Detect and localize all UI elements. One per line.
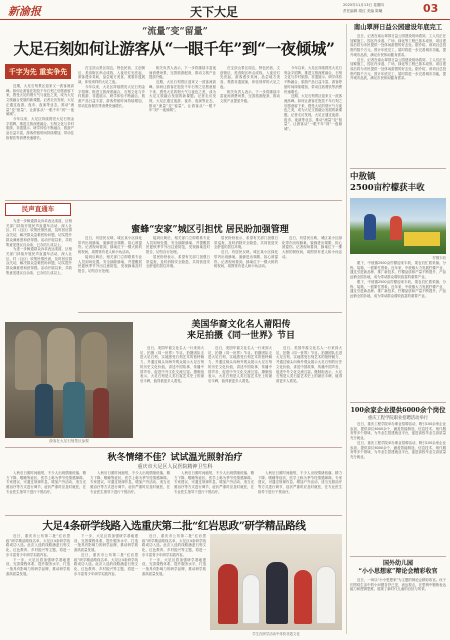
- right-paragraph: 近日，一场以“小小思想家”为主题的辩论会精彩收官。孩子们围绕生活中的小问题各抒己见，表达观点，在思辨中锻炼表达能力和逻辑思维，展现了新时代儿童的自信与风采。: [350, 578, 446, 592]
- story-paragraph: 近日，重庆市公布第二批“红岩思政”研学精品路线名单，大足区4条研学线路成功入选。此次入选的线路涵盖石刻文化、红色教育、乡村振兴等主题，将进一步丰富青少年研学实践内容。: [74, 552, 138, 576]
- lead-paragraph: 今年以来，大足区持续擦亮大足石刻金字招牌，推进文旅深度融合，石刻文化与乡村旅游、非遗展示、研学体验不断融合，旅游产品日益丰富，游客停留时间持续增加，带动住宿餐饮等消费快速增长。: [284, 66, 342, 94]
- story-2-col-4: [282, 236, 342, 310]
- story-paragraph: 下一步，大足区将加强研学基地建设，完善课程体系，提升服务水平，打造一批具有影响力的研学品牌，推动研学旅游高质量发展。: [6, 557, 70, 576]
- right-headline-3: 100余家企业提供6000余个岗位: [350, 406, 446, 414]
- lead-paragraph: 今年以来，大足区持续擦亮大足石刻金字招牌，推进文旅深度融合，石刻文化与乡村旅游、非遗展示、研学体验不断融合，旅游产品日益丰富，游客停留时间持续增加，带动住宿餐饮等消费快速增长。: [78, 84, 145, 108]
- right-paragraph: 近日，重庆工程学院举办职业招聘活动，吸引100余家企业参加，提供岗位6000余个，涵盖智能制造、信息技术、现代服务等多个领域，为毕业生搭建就业平台，促进高校毕业生高质量充分就业。: [350, 422, 446, 441]
- lead-headline: 大足石刻如何让游客从“一眼千年”到“一夜倾城”: [13, 39, 335, 58]
- student-figure: [294, 570, 312, 624]
- photo-4-caption: 学生在研学活动中体验非遗文化: [252, 632, 300, 636]
- statue: [81, 332, 107, 390]
- story-4-col-2: [90, 471, 170, 513]
- divider: [78, 312, 342, 313]
- right-paragraph: 近日，记者在南山翠屏日益公园建设现场看到，工人们正在加紧施工，园区内步道、广场、绿化等工程已基本成形，项目建成后将为市民提供一处休闲游憩的好去处。据介绍，该项目总投资约数千万元，预计年底完工，届时将进一步完善城市功能，提升城市品质，满足市民休闲健身需求。: [350, 34, 446, 57]
- divider: [5, 515, 342, 516]
- divider: [5, 447, 342, 448]
- right-headline-2: 中敖镇 2500亩柠檬获丰收: [350, 172, 425, 193]
- photo-lemon-harvest: [350, 198, 446, 254]
- story-5-col-2: [74, 534, 138, 634]
- story-2-col-3: [214, 236, 278, 310]
- lead-paragraph: 近期，大足石刻景区迎来又一波客流高峰。如何让游客在饱览千年石刻之后愿意留下来，感受大足的烟火气与夜色之美，成为大足文旅融合发展的新课题。记者走访发现，大足正通过夜游、夜市、夜演等业态，推动“流量”变“留量”，让游客从“一眼千年”到“一夜倾城”。: [149, 80, 216, 113]
- story-paragraph: 近日，有居民反映，城区某小区绿化带内出现蜂巢，蜜蜂进出频繁，担心被蜇伤。记者现场看到，蜂巢位于一棵大树的树杈间，周围常有老人和小孩活动。: [282, 236, 342, 259]
- farmer-figure: [390, 216, 402, 240]
- story-paragraph: 下一步，大足区将加强研学基地建设，完善课程体系，提升服务水平，打造一批具有影响力的研学品牌，推动研学旅游高质量发展。: [74, 534, 138, 553]
- column-body: [6, 219, 72, 319]
- story-4-col-3: [174, 471, 254, 513]
- story-4-col-4: [258, 471, 342, 513]
- lead-paragraph: 近期，大足石刻景区迎来又一波客流高峰。如何让游客在饱览千年石刻之后愿意留下来，感受大足的烟火气与夜色之美，成为大足文旅融合发展的新课题。记者走访发现，大足正通过夜游、夜市、夜演等业态，推动“流量”变“留量”，让游客从“一眼千年”到“一夜倾城”。: [6, 84, 74, 117]
- story-2-col-1: [78, 236, 142, 310]
- story-4-headline: 秋冬情绪不佳？试试温光照射治疗: [107, 453, 243, 463]
- newspaper-logo: 新渝报: [8, 5, 41, 18]
- story-3-headline: 美国华裔文化名人莆阳传 来足拍摄《同一世界》节目: [186, 320, 295, 341]
- divider: [350, 402, 446, 403]
- photo-buddha-statues: [5, 322, 133, 438]
- section-title: 天下大足: [190, 5, 239, 19]
- lemon-crates: [404, 232, 440, 246]
- right-headline-1: 南山翠屏日益公园建设年底完工: [353, 24, 443, 31]
- statue: [15, 330, 41, 390]
- story-2-col-2: [146, 236, 210, 310]
- story-paragraph: 近日，重庆市公布第二批“红岩思政”研学精品路线名单，大足区4条研学线路成功入选。此次入选的线路涵盖石刻文化、红色教育、乡村振兴等主题，将进一步丰富青少年研学实践内容。: [6, 534, 70, 557]
- story-paragraph: 入秋后日照时间缩短，不少人出现情绪低落、精力下降、嗜睡等症状，医学上称为季节性情感障碍。专家建议，可通过规律作息、增加户外活动、适当光照治疗等方式进行调节，症状严重时应及时就医，在专业医生指导下进行干预治疗。: [6, 471, 86, 494]
- visitor-figure: [63, 382, 85, 438]
- story-4-subhead: 重庆市大足区人民医院精神卫生科: [137, 464, 213, 470]
- story-paragraph: 接到反映后，相关部门立即联系专业人员到场处置，安全摘除蜂巢，并提醒居民夏秋季节外出注意防范，发现蜂巢及时报告，切勿自行处理。: [78, 254, 142, 273]
- lead-paragraph: 在宝顶山景区周边，特色民宿、文创街区、美食街区串点成线，入夜后灯光亮起，游客漫步其间，品尝地方美食，观看非遗展演，体验别样的大足之夜。: [78, 66, 145, 85]
- story-paragraph: 近日，重庆市公布第二批“红岩思政”研学精品路线名单，大足区4条研学线路成功入选。此次入选的线路涵盖石刻文化、红色教育、乡村振兴等主题，将进一步丰富青少年研学实践内容。: [142, 534, 206, 557]
- right-body-3: [350, 422, 446, 554]
- visitor-figure: [35, 384, 53, 436]
- story-2-headline: 蜜蜂“安家”城区引担忧 居民盼加强管理: [131, 225, 289, 235]
- story-5-col-1: [6, 534, 70, 634]
- banner-text: 千字为先 重实争先: [8, 67, 68, 76]
- story-paragraph: 近日，有居民反映，城区某小区绿化带内出现蜂巢，蜜蜂进出频繁，担心被蜇伤。记者现场看到，蜂巢位于一棵大树的树杈间，周围常有老人和小孩活动。: [214, 250, 278, 269]
- farmer-figure: [364, 214, 376, 240]
- story-paragraph: 接到反映后，相关部门立即联系专业人员到场处置，安全摘除蜂巢，并提醒居民夏秋季节外出注意防范，发现蜂巢及时报告，切勿自行处理。: [146, 236, 210, 255]
- page-number: 03: [423, 2, 439, 15]
- story-5-col-3: [142, 534, 206, 634]
- story-paragraph: 居民纷纷表示，希望有关部门加强日常巡查，及时消除安全隐患，共同营造安全舒适的居住环境。: [214, 236, 278, 250]
- lead-body-col-3: [149, 66, 216, 198]
- date-line: 2025年11月13日 星期四: [343, 3, 384, 7]
- editor-line: 责任编辑 胡红 美编 陈曦: [343, 9, 383, 13]
- story-paragraph: 居民纷纷表示，希望有关部门加强日常巡查，及时消除安全隐患，共同营造安全舒适的居住环境。: [146, 254, 210, 269]
- column-separator: [346, 24, 347, 634]
- right-paragraph: 近日，重庆工程学院举办职业招聘活动，吸引100余家企业参加，提供岗位6000余个，涵盖智能制造、信息技术、现代服务等多个领域，为毕业生搭建就业平台，促进高校毕业生高质量充分就业。: [350, 440, 446, 459]
- right-headline-4: 国外幼儿园 “小小思想家”辩论会精彩收官: [358, 560, 438, 575]
- right-body-4: [350, 578, 446, 636]
- statue: [47, 328, 75, 390]
- lead-body-col-1: [6, 84, 74, 198]
- story-paragraph: 近日，美国华裔文化名人一行来到大足，拍摄《同一世界》节目。拍摄团队走进大足石刻，实地感受石刻艺术的独特魅力，并通过镜头向海外观众展示大足石刻的历史文化价值，讲述中国故事，传播中国声音，促进中外文化交流互鉴。摄制组表示，大足石刻是人类石窟艺术史上的最后丰碑，值得被更多人看见。: [276, 346, 342, 383]
- story-paragraph: 近日，美国华裔文化名人一行来到大足，拍摄《同一世界》节目。拍摄团队走进大足石刻，实地感受石刻艺术的独特魅力，并通过镜头向海外观众展示大足石刻的历史文化价值，讲述中国故事，传播中国声音，促进中外文化交流互鉴。摄制组表示，大足石刻是人类石窟艺术史上的最后丰碑，值得被更多人看见。: [140, 346, 204, 383]
- lead-body-col-4: [220, 66, 280, 198]
- story-3-col-2: [208, 346, 272, 438]
- column-label: 民声直通车: [21, 205, 55, 213]
- right-paragraph: 眼下，中敖镇2500亩柠檬迎来丰收，果农们忙着采摘、分拣、装箱，一派繁忙景象。近年来，中敖镇大力发展柠檬产业，通过引进新品种、推广新技术，柠檬品质和产量不断提升，产品远销全国各地，成为带动群众增收致富的重要产业。: [350, 279, 446, 298]
- story-paragraph: 近日，有居民反映，城区某小区绿化带内出现蜂巢，蜜蜂进出频繁，担心被蜇伤。记者现场看到，蜂巢位于一棵大树的树杈间，周围常有老人和小孩活动。: [78, 236, 142, 255]
- story-3-col-1: [140, 346, 204, 438]
- right-subhead-3: 重庆工程学院职业招聘活动举行: [367, 416, 429, 421]
- story-paragraph: 近日，美国华裔文化名人一行来到大足，拍摄《同一世界》节目。拍摄团队走进大足石刻，实地感受石刻艺术的独特魅力，并通过镜头向海外观众展示大足石刻的历史文化价值，讲述中国故事，传播中国声音，促进中外文化交流互鉴。摄制组表示，大足石刻是人类石窟艺术史上的最后丰碑，值得被更多人看见。: [208, 346, 272, 383]
- story-paragraph: 入秋后日照时间缩短，不少人出现情绪低落、精力下降、嗜睡等症状，医学上称为季节性情感障碍。专家建议，可通过规律作息、增加户外活动、适当光照治疗等方式进行调节，症状严重时应及时就医，在专业医生指导下进行干预治疗。: [258, 471, 342, 494]
- lead-body-col-5: [284, 66, 342, 198]
- column-paragraph: 为进一步畅通群众诉求表达渠道，区相关部门持续开展民声直通车活动，深入社区、村（社区）收集民情民意，及时回应群众关切，解决群众急难愁盼问题，切实提升群众满意度和获得感。活动开展以来，共收集意见建议百余条，已办结九成以上。: [6, 219, 72, 247]
- student-figure: [218, 564, 238, 624]
- story-paragraph: 入秋后日照时间缩短，不少人出现情绪低落、精力下降、嗜睡等症状，医学上称为季节性情感障碍。专家建议，可通过规律作息、增加户外活动、适当光照治疗等方式进行调节，症状严重时应及时就医，在专业医生指导下进行干预治疗。: [90, 471, 170, 494]
- lead-banner: [5, 64, 71, 79]
- student-figure: [316, 566, 336, 624]
- lead-paragraph: 今年以来，大足区持续擦亮大足石刻金字招牌，推进文旅深度融合，石刻文化与乡村旅游、非遗展示、研学体验不断融合，旅游产品日益丰富，游客停留时间持续增加，带动住宿餐饮等消费快速增长。: [6, 116, 74, 140]
- divider: [350, 556, 446, 557]
- lead-paragraph: 在宝顶山景区周边，特色民宿、文创街区、美食街区串点成线，入夜后灯光亮起，游客漫步其间，品尝地方美食，观看非遗展演，体验别样的大足之夜。: [220, 66, 280, 89]
- lead-paragraph: 近期，大足石刻景区迎来又一波客流高峰。如何让游客在饱览千年石刻之后愿意留下来，感受大足的烟火气与夜色之美，成为大足文旅融合发展的新课题。记者走访发现，大足正通过夜游、夜市、夜演等业态，推动“流量”变“留量”，让游客从“一眼千年”到“一夜倾城”。: [284, 94, 342, 132]
- visitor-figure: [93, 388, 109, 438]
- story-paragraph: 下一步，大足区将加强研学基地建设，完善课程体系，提升服务水平，打造一批具有影响力的研学品牌，推动研学旅游高质量发展。: [142, 557, 206, 576]
- lead-kicker: “流量”变“留量”: [142, 27, 208, 37]
- lead-paragraph: 相关负责人表示，下一步将继续丰富夜间消费场景，完善旅游配套，推动文旅产业提质升级。: [149, 66, 216, 80]
- right-body-1: [350, 34, 446, 166]
- masthead: [0, 0, 450, 20]
- story-5-headline: 大足4条研学线路入选重庆第二批“红岩思政”研学精品路线: [42, 520, 306, 532]
- lead-paragraph: 相关负责人表示，下一步将继续丰富夜间消费场景，完善旅游配套，推动文旅产业提质升级。: [220, 89, 280, 103]
- story-paragraph: 入秋后日照时间缩短，不少人出现情绪低落、精力下降、嗜睡等症状，医学上称为季节性情感障碍。专家建议，可通过规律作息、增加户外活动、适当光照治疗等方式进行调节，症状严重时应及时就医，在专业医生指导下进行干预治疗。: [174, 471, 254, 494]
- column-paragraph: 为进一步畅通群众诉求表达渠道，区相关部门持续开展民声直通车活动，深入社区、村（社区）收集民情民意，及时回应群众关切，解决群众急难愁盼问题，切实提升群众满意度和获得感。活动开展以来，共收集意见建议百余条，已办结九成以上。: [6, 247, 72, 275]
- right-paragraph: 近日，记者在南山翠屏日益公园建设现场看到，工人们正在加紧施工，园区内步道、广场、绿化等工程已基本成形，项目建成后将为市民提供一处休闲游憩的好去处。据介绍，该项目总投资约数千万元，预计年底完工，届时将进一步完善城市功能，提升城市品质，满足市民休闲健身需求。: [350, 57, 446, 81]
- story-3-col-3: [276, 346, 342, 438]
- photo-1-caption: 游客在大足石刻景区参观: [49, 439, 89, 443]
- divider: [5, 200, 342, 201]
- photo-2-caption: 柠檬丰收: [432, 256, 446, 260]
- lead-body-col-2: [78, 66, 145, 198]
- story-4-col-1: [6, 471, 86, 513]
- student-figure: [266, 562, 288, 624]
- right-paragraph: 眼下，中敖镇2500亩柠檬迎来丰收，果农们忙着采摘、分拣、装箱，一派繁忙景象。近年来，中敖镇大力发展柠檬产业，通过引进新品种、推广新技术，柠檬品质和产量不断提升，产品远销全国各地，成为带动群众增收致富的重要产业。: [350, 261, 446, 280]
- right-body-2: [350, 261, 446, 399]
- divider: [350, 168, 446, 169]
- photo-students-research: [210, 534, 342, 630]
- column-banner: [5, 203, 71, 216]
- student-figure: [242, 574, 260, 624]
